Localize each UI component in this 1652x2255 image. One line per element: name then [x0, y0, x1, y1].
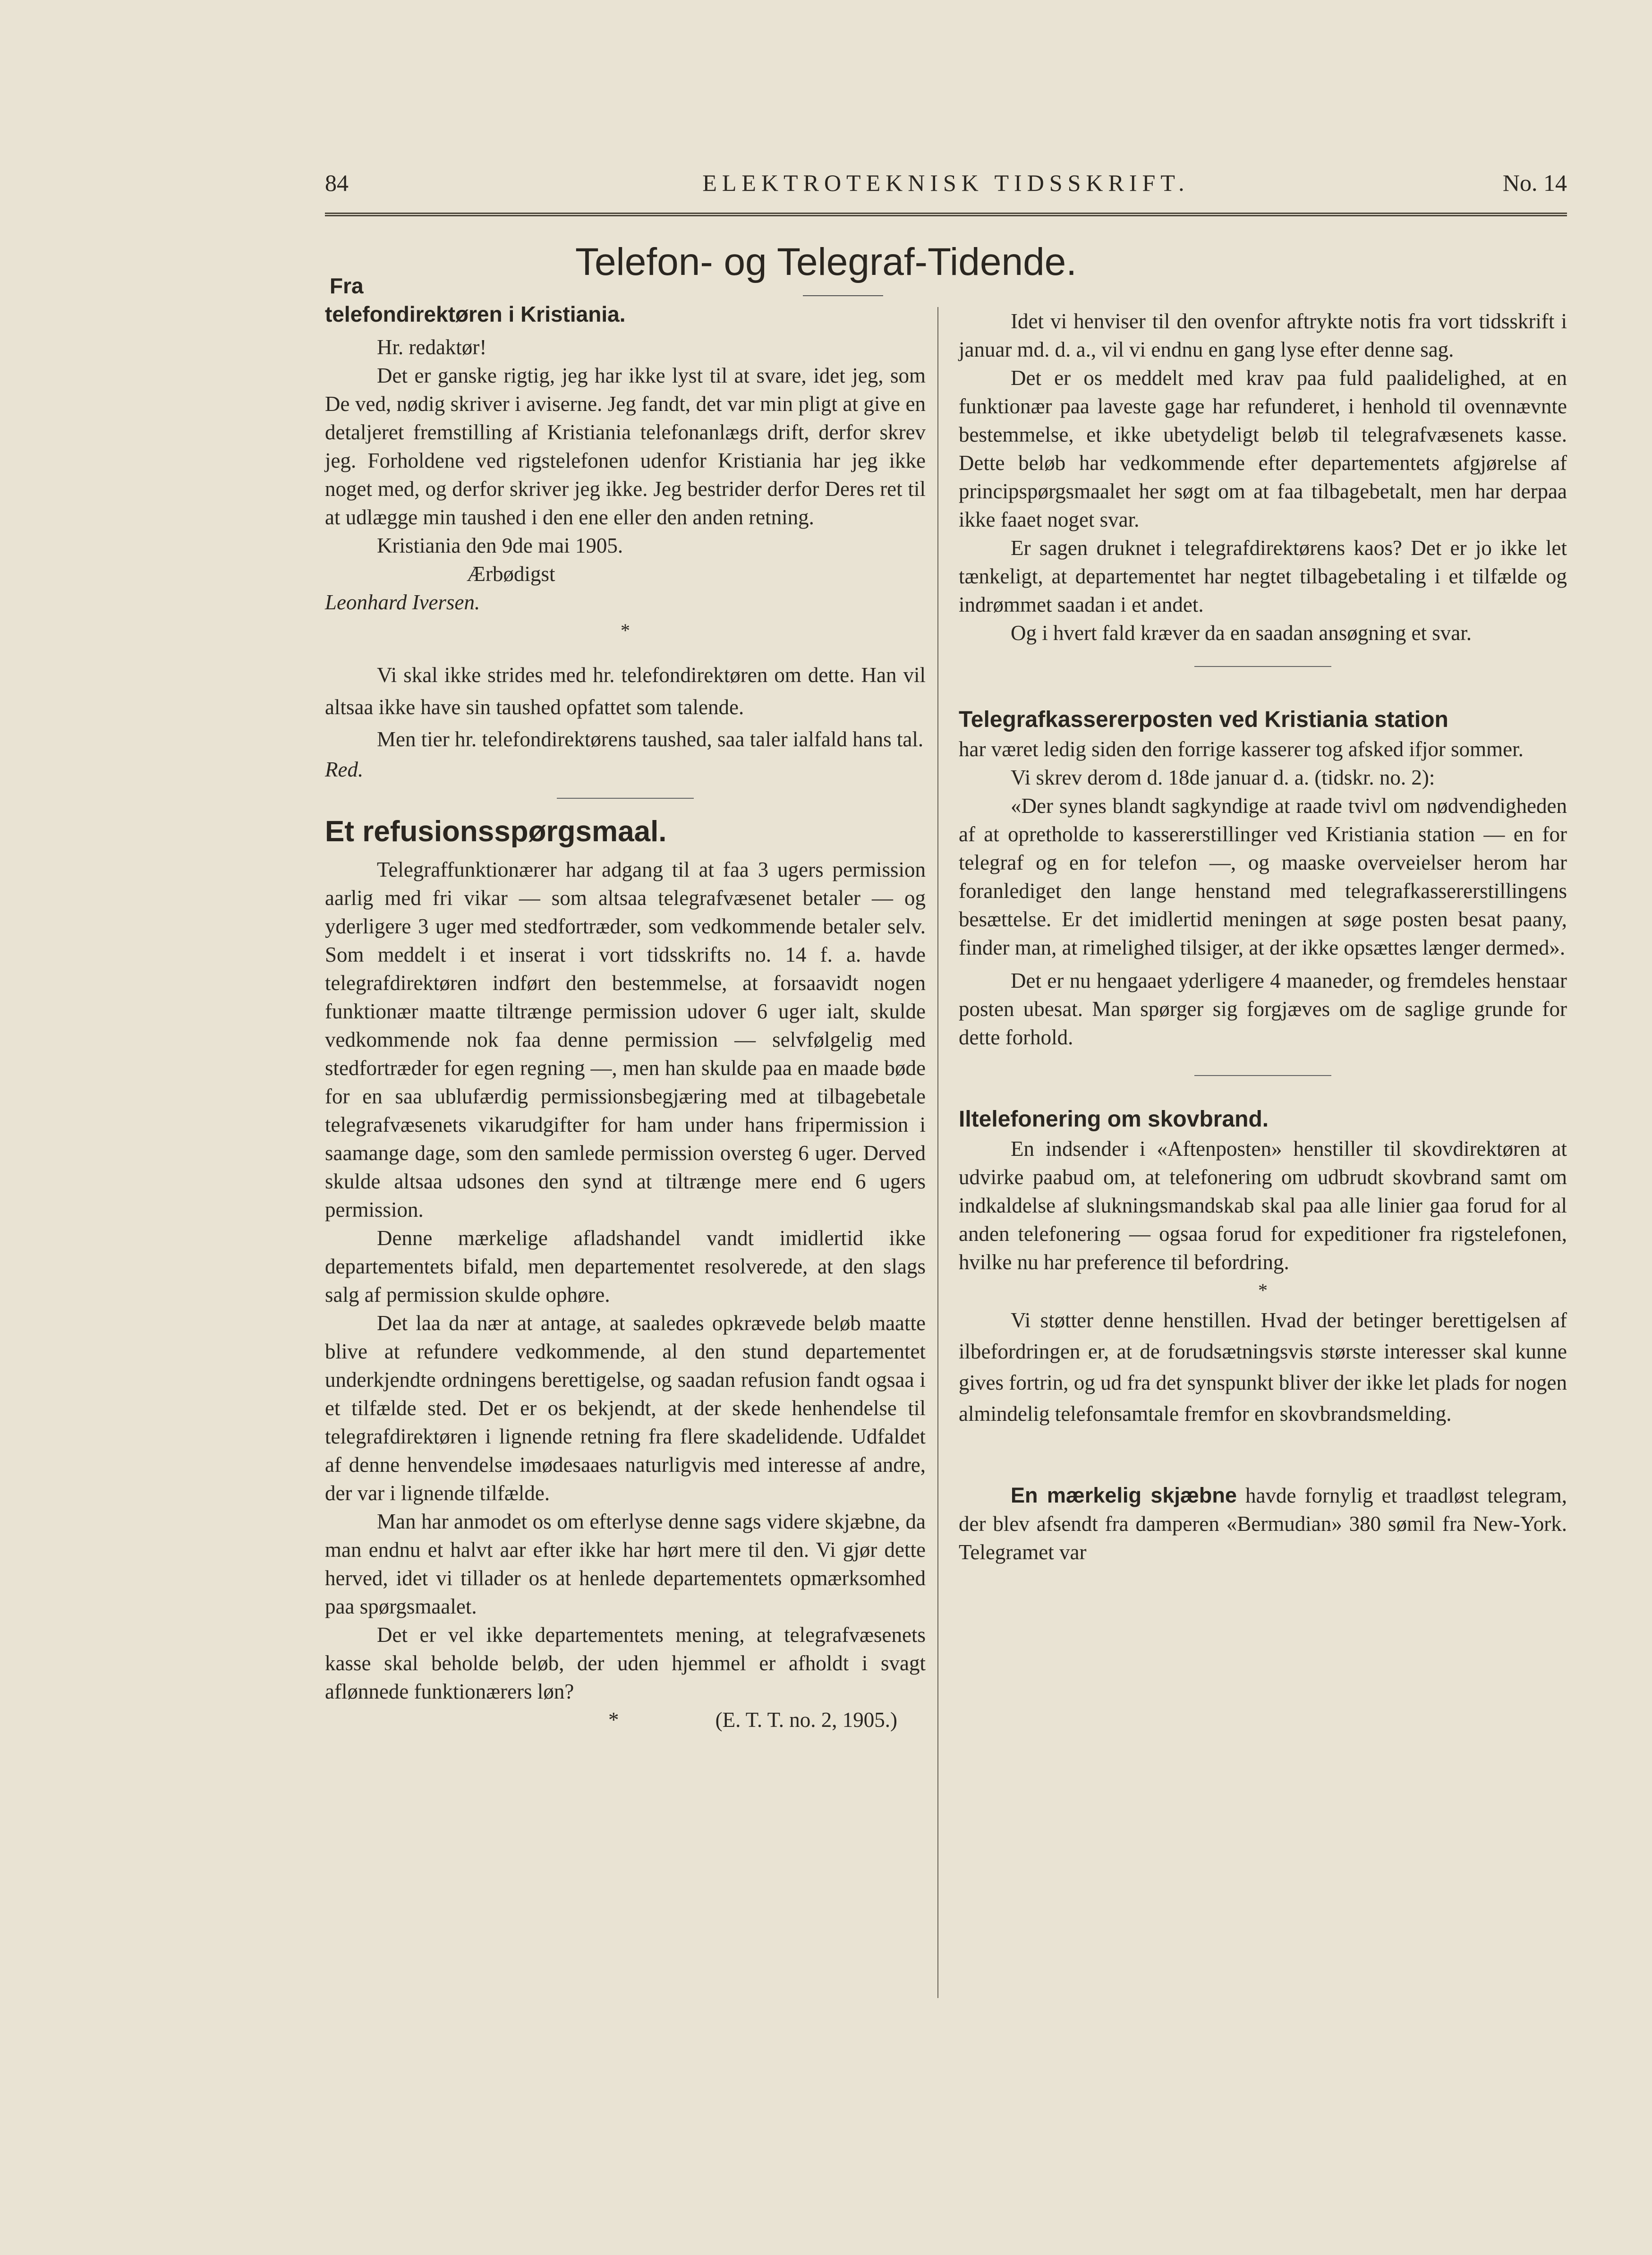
refusion-paragraph-3: Det laa da nær at antage, at saaledes opkrævede beløb maatte blive at refundere vedkommende, al den stund departementet underkjendte ordningens berettigelse, og saadan refusion fandt ogsaa i et tilfælde sted. Det er os bekjendt, at der skede henhendelse til telegrafdirektøren i lignende retning fra flere skadelidende. Udfaldet af denne henvendelse imødesaaes naturligvis med interesse af andre, der var i lignende tilfælde.	[325, 1311, 926, 1505]
right-paragraph-3: Er sagen druknet i telegrafdirektørens kaos? Det er jo ikke let tænkeligt, at departementet har negtet tilbagebetaling i et tilfælde og indrømmet saadan i et andet.	[959, 536, 1567, 616]
kasserer-heading: Telegrafkassererposten ved Kristiania station	[959, 707, 1448, 732]
skjaebne-paragraph	[959, 1481, 1567, 1566]
refusion-star: *	[608, 1708, 619, 1732]
page-number: 84	[325, 170, 349, 196]
refusion-paragraph-4: Man har anmodet os om efterlyse denne sags videre skjæbne, da man endnu et halvt aar efter ikke har hørt mere til den. Vi gjør dette herved, idet vi tillader os at henlede departementets opmærksomhed paa spørgsmaalet.	[325, 1510, 926, 1618]
letter-signature: Leonhard Iversen.	[325, 590, 480, 614]
skovbrand-star: *	[1258, 1280, 1268, 1301]
letter-body: Det er ganske rigtig, jeg har ikke lyst til at svare, idet jeg, som De ved, nødig skriver i aviserne. Jeg fandt, det var min pligt at give en detaljeret fremstilling af Kristiania telefonanlægs drift, derfor skrev jeg. Forholdene ved rigstelefonen udenfor Kristiania har jeg ikke noget med, og derfor skriver jeg ikke. Jeg bestrider derfor Deres ret til at udlægge min taushed i den ene eller den anden retning.	[325, 364, 926, 529]
right-paragraph-4: Og i hvert fald kræver da en saadan ansøgning et svar.	[1011, 621, 1472, 645]
skovbrand-paragraph-1: En indsender i «Aftenposten» henstiller til skovdirektøren at udvirke paabud om, at telefonering om udbrudt skovbrand samt om indkaldelse af slukningsmandskab skal paa alle linier gaa forud for al anden telefonering — ogsaa forud for expeditioner fra rigstelefonen, hvilke nu har preference til befordring.	[959, 1137, 1567, 1274]
refusion-paragraph-5: Det er vel ikke departementets mening, at telegrafvæsenets kasse skal beholde beløb, der uden hjemmel er afholdt i svagt aflønnede funktionærers løn?	[325, 1623, 926, 1703]
header-double-rule	[325, 213, 1567, 216]
editor-signature: Red.	[325, 758, 364, 781]
page-header	[325, 166, 1567, 199]
section-rule	[1194, 666, 1331, 667]
refusion-paragraph-2: Denne mærkelige afladshandel vandt imidlertid ikke departementets bifald, men departementet resolverede, at den slags salg af permission skulde ophøre.	[325, 1226, 926, 1307]
refusion-footer	[325, 1706, 926, 1734]
spacer	[959, 1429, 1567, 1481]
refusion-reference: (E. T. T. no. 2, 1905.)	[715, 1708, 897, 1732]
kasserer-paragraph-1: Vi skrev derom d. 18de januar d. a. (tidskr. no. 2):	[1011, 766, 1435, 789]
issue-number: No. 14	[1502, 170, 1567, 196]
refusion-heading: Et refusionsspørgsmaal.	[325, 815, 667, 848]
section-title: Telefon- og Telegraf-Tidende.	[575, 240, 1077, 283]
section-rule	[557, 798, 694, 799]
skovbrand-paragraph-2: Vi støtter denne henstillen. Hvad der betinger berettigelsen af ilbefordringen er, at de forudsætningsvis største interesser skal kunne gives fortrin, og ud fra det synspunkt bliver der ikke let plads for nogen almindelig telefonsamtale fremfor en skovbrandsmelding.	[959, 1308, 1567, 1426]
skjaebne-lead: En mærkelig skjæbne	[1011, 1483, 1237, 1507]
right-paragraph-1: Idet vi henviser til den ovenfor aftrykte notis fra vort tidsskrift i januar md. d. a., vil vi endnu en gang lyse efter denne sag.	[959, 309, 1567, 361]
separator-star: *	[621, 620, 630, 641]
journal-title: ELEKTROTEKNISK TIDSSKRIFT.	[702, 170, 1190, 196]
kasserer-paragraph-3: Det er nu hengaaet yderligere 4 maaneder, og fremdeles henstaar posten ubesat. Man spørger sig forgjæves om de saglige grunde for dette forhold.	[959, 969, 1567, 1049]
skovbrand-heading: Iltelefonering om skovbrand.	[959, 1107, 1269, 1132]
reply-paragraph-2: Men tier hr. telefondirektørens taushed, saa taler ialfald hans tal.	[377, 727, 924, 751]
letter-date: Kristiania den 9de mai 1905.	[377, 534, 623, 557]
right-column	[959, 307, 1567, 1566]
letter-from-name: telefondirektøren i Kristiania.	[325, 302, 626, 326]
kasserer-lead: har været ledig siden den forrige kasserer tog afsked ifjor sommer.	[959, 737, 1524, 761]
letter-closing: Ærbødigst	[467, 562, 555, 586]
left-column	[325, 272, 926, 1734]
section-rule	[1194, 1075, 1331, 1076]
skjaebne-text: havde fornylig et traadløst telegram, der blev afsendt fra damperen «Bermudian» 380 sømil fra New-York. Telegramet var	[959, 1484, 1567, 1564]
letter-from-label: Fra	[330, 273, 364, 298]
right-paragraph-2: Det er os meddelt med krav paa fuld paalidelighed, at en funktionær paa laveste gage har refunderet, i henhold til ovennævnte bestemmelse, et ikke ubetydeligt beløb til telegrafvæsenets kasse. Dette beløb har vedkommende efter departementets afgjørelse af principspørgsmaalet her søgt om at faa tilbagebetalt, men har derpaa ikke faaet noget svar.	[959, 366, 1567, 531]
refusion-paragraph-1: Telegraffunktionærer har adgang til at faa 3 ugers permission aarlig med fri vikar — som altsaa telegrafvæsenet betaler — og yderligere 3 uger med stedfortræder, som vedkommende betaler selv. Som meddelt i et inserat i vort tidsskrifts no. 14 f. a. havde telegrafdirektøren indført den bestemmelse, at forsaavidt nogen funktionær maatte tiltrænge permission udover 6 uger ialt, skulde vedkommende nok faa denne permission — selvfølgelig med stedfortræder for egen regning —, men han skulde paa en maade bøde for en saa ublufærdig permissionsbegjæring med at tilbagebetale telegrafvæsenets vikarudgifter for ham under hans fripermission i saamange dage, som den samlede permission oversteg 6 uger. Derved skulde altsaa udsones den synd at tiltrænge mere end 6 ugers permission.	[325, 858, 926, 1221]
reply-paragraph-1: Vi skal ikke strides med hr. telefondirektøren om dette. Han vil altsaa ikke have sin taushed opfattet som talende.	[325, 663, 926, 719]
column-divider	[937, 307, 938, 1998]
kasserer-paragraph-2: «Der synes blandt sagkyndige at raade tvivl om nødvendigheden af at opretholde to kassererstillinger ved Kristiania station — en for telegraf og en for telefon —, og maaske overveielser herom har foranlediget den lange henstand med telegrafkassererstillingens besættelse. Er det imidlertid meningen at søge posten besat paany, finder man, at rimelighed tilsiger, at der ikke opsættes længer dermed».	[959, 794, 1567, 959]
letter-salutation: Hr. redaktør!	[377, 335, 487, 359]
